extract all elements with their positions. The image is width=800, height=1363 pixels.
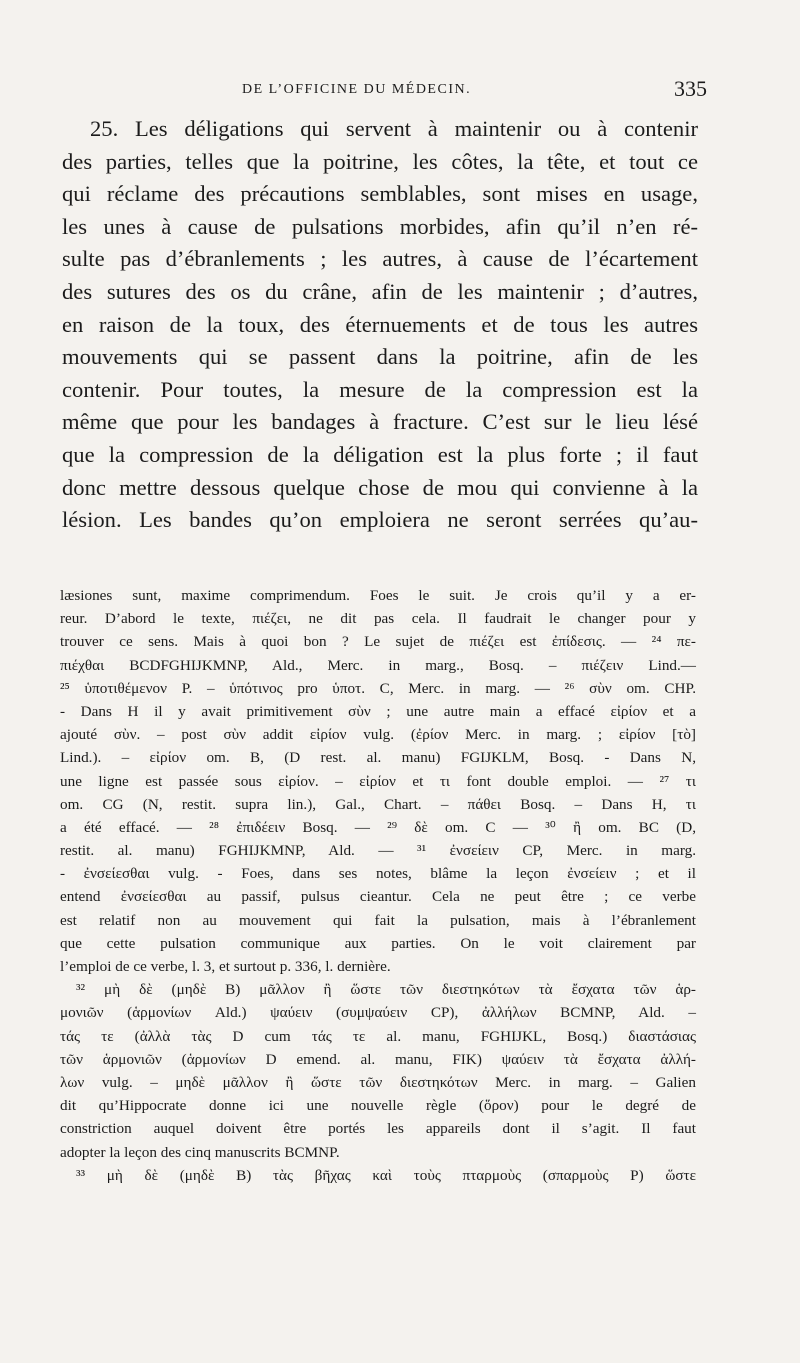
body-line: en raison de la toux, des éternuements et de tous les autres xyxy=(62,311,698,337)
footnotes xyxy=(60,584,696,1187)
note-line: ajouté σὺν. – post σὺν addit εἰρίον vulg. (ἐρίον Merc. in marg. ; εἰρίον [τὸ] xyxy=(60,726,696,744)
note-line: λων vulg. – μηδὲ μᾶλλον ἢ ὥστε τῶν διεστηκότων Merc. in marg. – Galien xyxy=(60,1073,696,1091)
note-line: τῶν ἁρμονιῶν (ἁρμονίων D emend. al. manu, FIK) ψαύειν τὰ ἔσχατα ἀλλή- xyxy=(60,1050,696,1068)
note-line: dit qu’Hippocrate donne ici une nouvelle règle (ὅρον) pour le degré de xyxy=(60,1097,696,1115)
note-line: τάς τε (ἀλλὰ τὰς D cum τάς τε al. manu, FGHIJKL, Bosq.) διαστάσιας xyxy=(60,1027,696,1045)
page-number: 335 xyxy=(674,76,707,101)
note-line: constriction auquel doivent être portés les appareils dont il s’agit. Il faut xyxy=(60,1120,696,1138)
note-line: trouver ce sens. Mais à quoi bon ? Le sujet de πιέζει est ἐπίδεσις. — ²⁴ πε- xyxy=(60,633,696,651)
body-line: donc mettre dessous quelque chose de mou qui convienne à la xyxy=(62,474,698,500)
note-line: μονιῶν (ἁρμονίων Ald.) ψαύειν (συμψαύειν CP), ἀλλήλων BCMNP, Ald. – xyxy=(60,1004,696,1022)
body-line: des parties, telles que la poitrine, les côtes, la tête, et tout ce xyxy=(62,148,698,174)
note-line: læsiones sunt, maxime comprimendum. Foes le suit. Je crois qu’il y a er- xyxy=(60,587,696,604)
note-line: adopter la leçon des cinq manuscrits BCMNP. xyxy=(60,1143,340,1161)
note-line: que cette pulsation communique aux parties. On le voit clairement par xyxy=(60,934,696,952)
body-line: sulte pas d’ébranlements ; les autres, à cause de l’écartement xyxy=(62,246,698,272)
body-line: mouvements qui se passent dans la poitrine, afin de les xyxy=(62,344,698,370)
note-line: - Dans H il y avait primitivement σὺν ; une autre main a effacé εἰρίον et a xyxy=(60,702,696,720)
running-title: DE L’OFFICINE DU MÉDECIN. xyxy=(242,82,472,97)
note-line: om. CG (N, restit. supra lin.), Gal., Chart. – πάθει Bosq. – Dans H, τι xyxy=(60,795,696,813)
body-line: 25. Les déligations qui servent à maintenir ou à contenir xyxy=(90,116,698,141)
note-line: Lind.). – εἰρίον om. B, (D rest. al. manu) FGIJKLM, Bosq. - Dans N, xyxy=(60,749,696,767)
body-line: les unes à cause de pulsations morbides, afin qu’il n’en ré- xyxy=(62,213,698,239)
note-line: - ἐνσείεσθαι vulg. - Foes, dans ses notes, blâme la leçon ἐνσείειν ; et il xyxy=(60,865,696,883)
note-line: πιέχθαι BCDFGHIJKMNP, Ald., Merc. in marg., Bosq. – πιέζειν Lind.— xyxy=(60,656,696,674)
note-line: a été effacé. — ²⁸ ἐπιδέειν Bosq. — ²⁹ δὲ om. C — ³⁰ ἢ om. BC (D, xyxy=(60,818,696,836)
note-line: est relatif non au mouvement qui fait la pulsation, mais à l’ébranlement xyxy=(60,911,696,929)
note-line: ³² μὴ δὲ (μηδὲ B) μᾶλλον ἢ ὥστε τῶν διεστηκότων τὰ ἔσχατα τῶν ἁρ- xyxy=(76,981,696,999)
note-line: restit. al. manu) FGHIJKMNP, Ald. — ³¹ ἐνσείειν CP, Merc. in marg. xyxy=(60,842,696,860)
page-header xyxy=(60,76,705,102)
body-line: lésion. Les bandes qu’on emploiera ne seront serrées qu’au- xyxy=(62,507,698,533)
note-line: reur. D’abord le texte, πιέζει, ne dit pas cela. Il faudrait le changer pour y xyxy=(60,610,696,628)
main-paragraph xyxy=(62,113,698,537)
note-line: ³³ μὴ δὲ (μηδὲ B) τὰς βῆχας καὶ τοὺς πταρμοὺς (σπαρμοὺς P) ὥστε xyxy=(76,1166,696,1184)
body-line: des sutures des os du crâne, afin de les maintenir ; d’autres, xyxy=(62,278,698,304)
note-line: entend ἐνσείεσθαι au passif, pulsus cieantur. Cela ne peut être ; ce verbe xyxy=(60,888,696,906)
body-line: qui réclame des précautions semblables, sont mises en usage, xyxy=(62,181,698,207)
note-line: une ligne est passée sous εἰρίον. – εἰρίον et τι font double emploi. — ²⁷ τι xyxy=(60,772,696,790)
body-line: même que pour les bandages à fracture. C’est sur le lieu lésé xyxy=(62,409,698,435)
note-line: ²⁵ ὑποτιθέμενον P. – ὑπότινος pro ὑποτ. C, Merc. in marg. — ²⁶ σὺν om. CHP. xyxy=(60,679,696,697)
note-line: l’emploi de ce verbe, l. 3, et surtout p. 336, l. dernière. xyxy=(60,958,391,975)
body-line: que la compression de la déligation est la plus forte ; il faut xyxy=(62,441,698,467)
body-line: contenir. Pour toutes, la mesure de la compression est la xyxy=(62,376,698,402)
